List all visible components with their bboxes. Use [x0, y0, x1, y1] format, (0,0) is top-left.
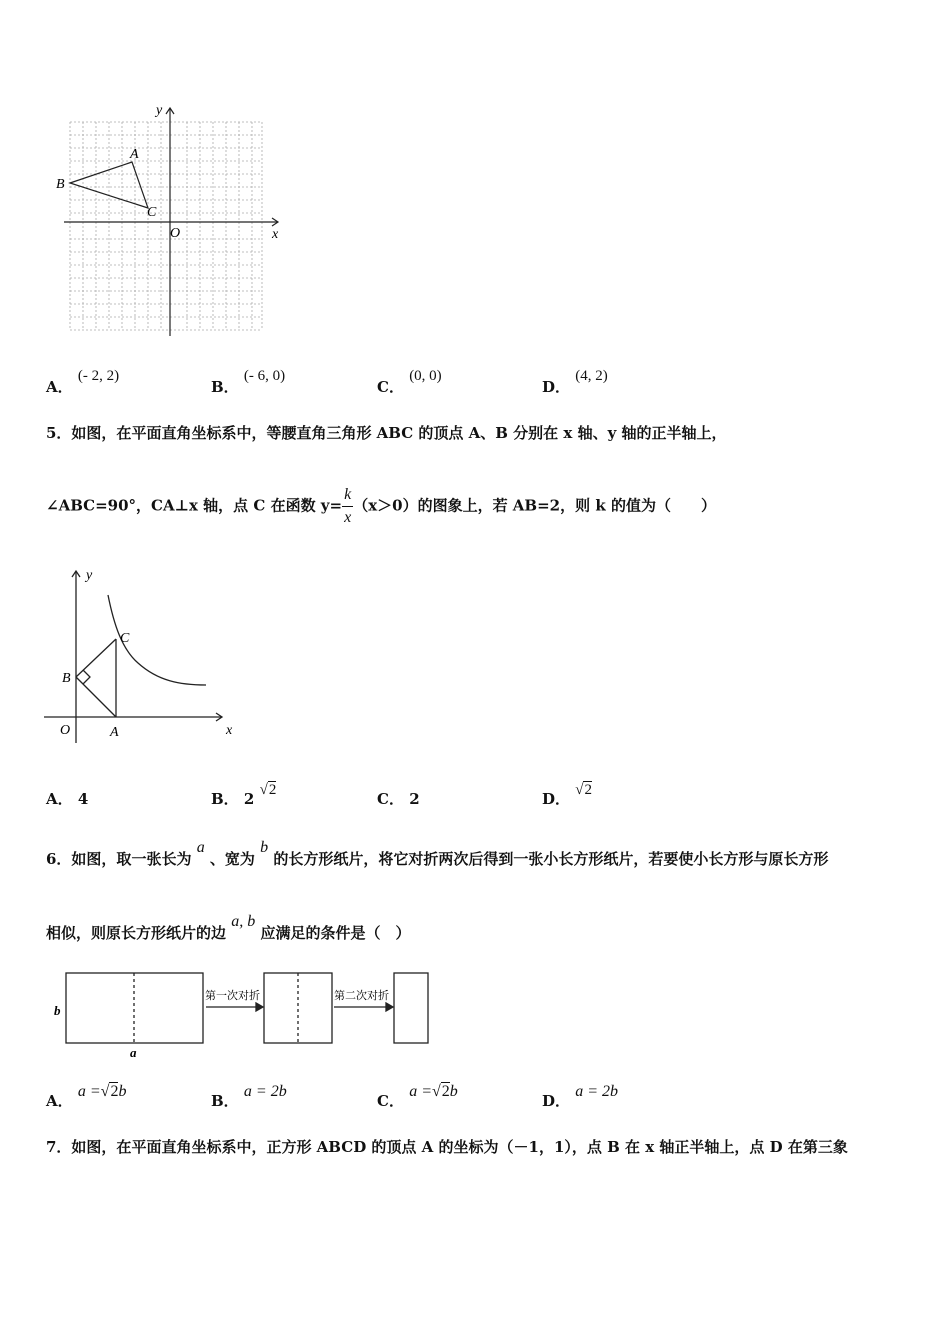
q7-text-line1: 7．如图，在平面直角坐标系中，正方形 ABCD 的顶点 A 的坐标为（－1，1），点 B 在 x 轴正半轴上，点 D 在第三象: [46, 1138, 848, 1156]
q4-option-a[interactable]: A． (- 2, 2): [46, 368, 120, 396]
q6-option-b[interactable]: B． a = 2b: [211, 1083, 287, 1110]
q6-arrow2-label: 第二次对折: [334, 990, 389, 1002]
q6-option-c[interactable]: C． a =√2b: [377, 1083, 458, 1110]
q6-label-a: a: [130, 1045, 137, 1060]
q6-var-a: a: [196, 839, 205, 856]
q4-option-c-value: (0, 0): [409, 368, 442, 384]
q4-origin-label: O: [170, 226, 181, 241]
q5-origin-label: O: [60, 723, 71, 738]
q5-fraction-k-over-x: $\frac{k}{x}$: [344, 486, 352, 526]
q4-point-a-label: A: [130, 147, 139, 162]
q6-arrow1-label: 第一次对折: [205, 990, 260, 1002]
q6-option-c-radical: 2: [441, 1083, 450, 1100]
q5-point-a-label: A: [110, 725, 119, 740]
q5-point-b-label: B: [62, 671, 71, 686]
q5-text-line1: 5．如图，在平面直角坐标系中，等腰直角三角形 ABC 的顶点 A、B 分别在 x 轴、y 轴的正半轴上，: [46, 424, 727, 442]
q4-x-axis-label: x: [272, 227, 279, 242]
q6-option-d[interactable]: D． a = 2b: [542, 1083, 619, 1110]
q5-option-d[interactable]: D． √2: [542, 782, 592, 808]
q6-text-line1: 6．如图，取一张长为 a 、宽为 b 的长方形纸片，将它对折两次后得到一张小长方形纸片，若要使小长方形与原长方形: [46, 839, 829, 868]
q4-y-axis-label: y: [156, 103, 163, 118]
q4-option-c[interactable]: C． (0, 0): [377, 368, 442, 396]
q5-hyperbola-figure: [40, 565, 250, 745]
q6-option-b-expr: a = 2b: [243, 1083, 287, 1100]
q4-option-b-value: (- 6, 0): [243, 368, 286, 384]
q4-option-d[interactable]: D． (4, 2): [542, 368, 608, 396]
q5-option-a[interactable]: A． 4: [46, 790, 89, 808]
q5-x-axis-label: x: [226, 723, 233, 738]
q5-option-b[interactable]: B． 2 √2: [211, 782, 277, 808]
q6-text-line2: 相似，则原长方形纸片的边 a, b 应满足的条件是（ ）: [46, 913, 411, 942]
q5-y-axis-label: y: [86, 568, 93, 583]
q4-option-d-value: (4, 2): [575, 368, 608, 384]
q5-text-line2: ∠ABC=90°，CA⊥x 轴，点 C 在函数 y= $\frac{k}{x}$ （x＞0）的图象上，若 AB=2，则 k 的值为（ ）: [46, 484, 716, 529]
q5-option-d-radical: 2: [584, 782, 592, 798]
q5-point-c-label: C: [120, 631, 130, 646]
q6-folding-figure: [50, 965, 440, 1060]
q5-option-b-radical: 2: [268, 782, 277, 798]
q6-var-b: b: [260, 839, 269, 856]
q4-option-a-value: (- 2, 2): [77, 368, 120, 384]
q5-option-c[interactable]: C． 2: [377, 790, 420, 808]
q6-option-a[interactable]: A． a =√2b: [46, 1083, 127, 1110]
q4-option-b[interactable]: B． (- 6, 0): [211, 368, 286, 396]
q6-option-a-radical: 2: [110, 1083, 119, 1100]
q4-grid-figure: [50, 100, 290, 340]
q6-label-b: b: [54, 1003, 61, 1018]
q4-point-b-label: B: [56, 177, 65, 192]
q4-point-c-label: C: [147, 205, 157, 220]
q6-var-ab: a, b: [231, 913, 256, 930]
q6-option-d-expr: a = 2b: [575, 1083, 619, 1100]
